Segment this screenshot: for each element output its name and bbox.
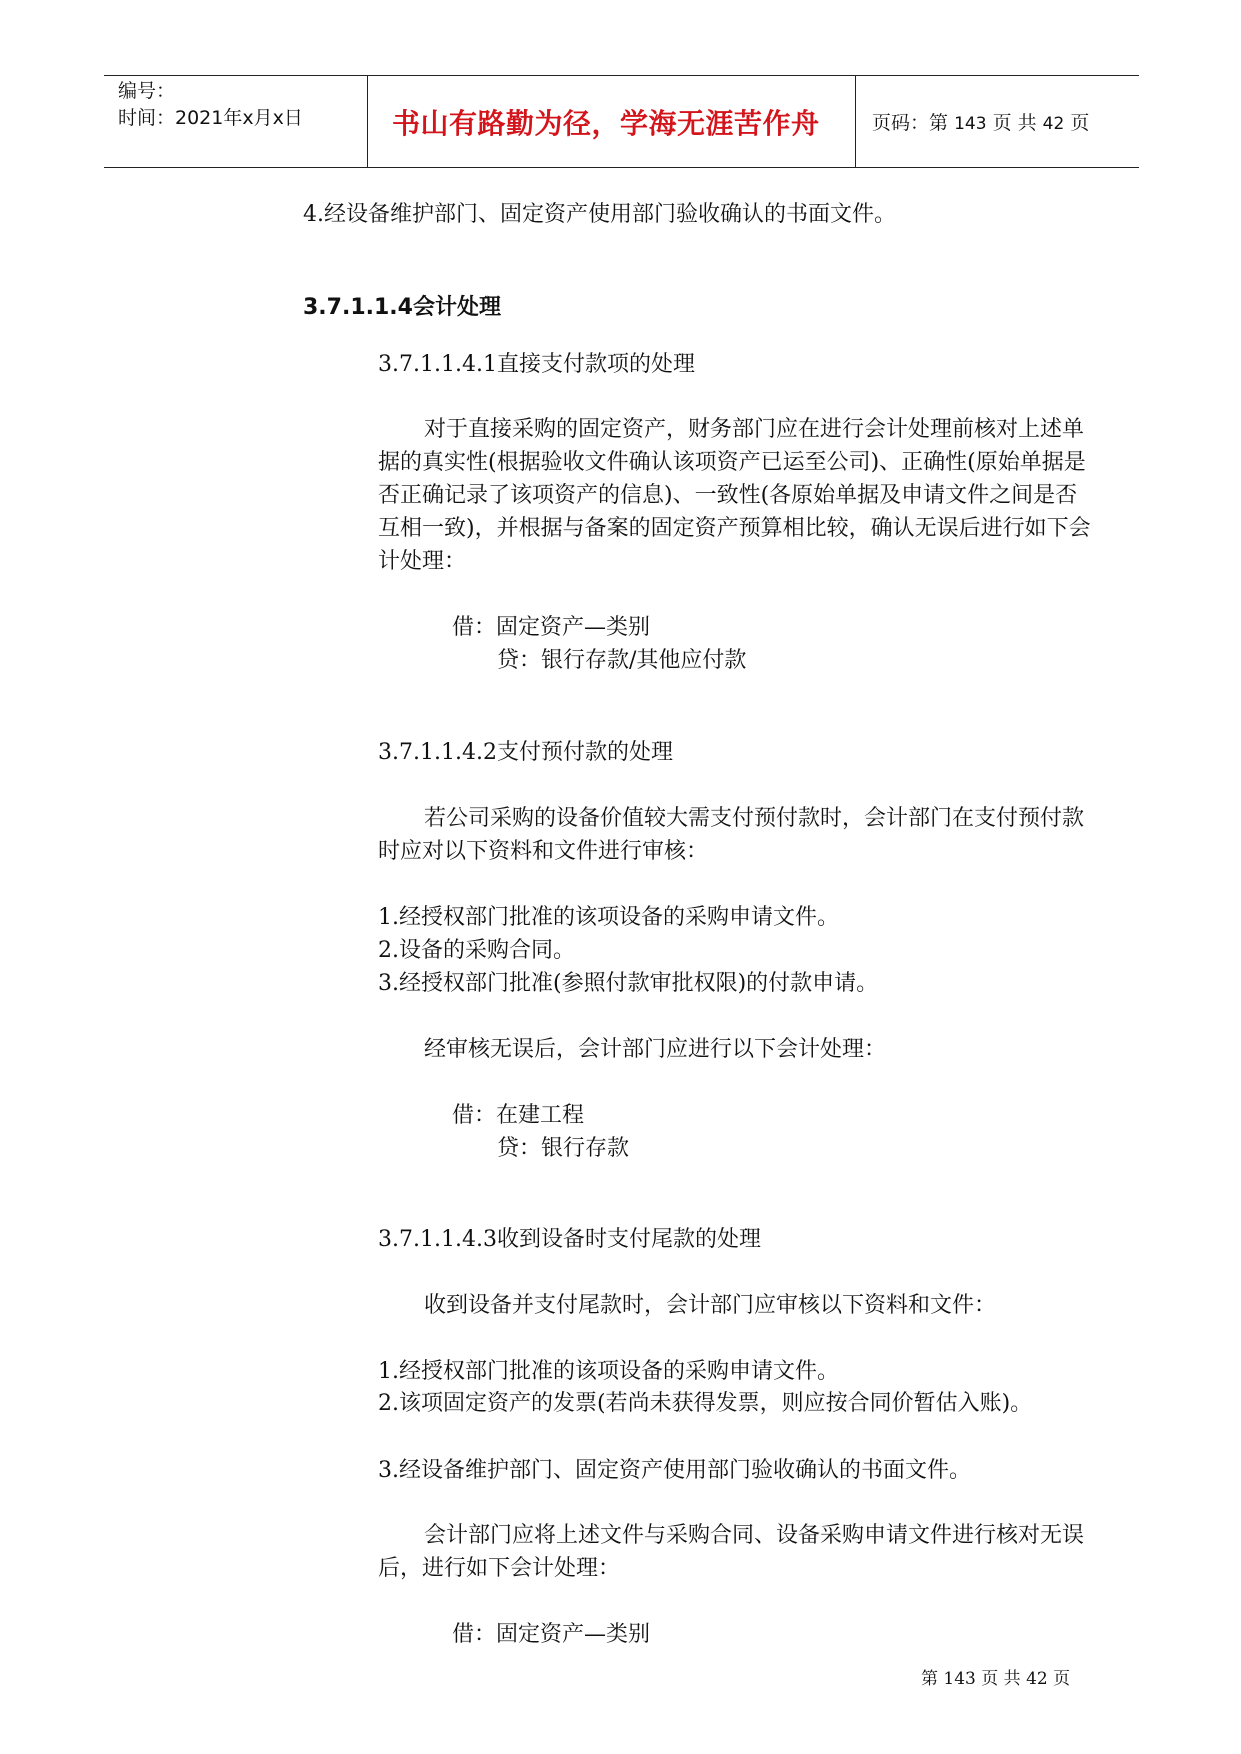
paragraph-text: 若公司采购的设备价值较大需支付预付款时，会计部门在支付预付款时应对以下资料和文件进行审核： bbox=[378, 806, 1085, 864]
journal-credit: 贷：银行存款 bbox=[497, 1136, 630, 1161]
list-item: 1.经授权部门批准的该项设备的采购申请文件。 bbox=[378, 905, 839, 930]
page-footer: 第 143 页 共 42 页 bbox=[921, 1669, 1071, 1689]
list-item-text: 2.该项固定资产的发票(若尚未获得发票，则应按合同价暂估入账)。 bbox=[378, 1391, 1033, 1416]
header-top-rule bbox=[104, 75, 1139, 76]
paragraph-text: 会计部门应将上述文件与采购合同、设备采购申请文件进行核对无误后，进行如下会计处理： bbox=[378, 1523, 1085, 1581]
paragraph bbox=[378, 1519, 1098, 1585]
subsection-title: 3.7.1.1.4.2支付预付款的处理 bbox=[378, 740, 673, 765]
header-bottom-rule bbox=[104, 167, 1139, 168]
page-suffix: 页 bbox=[1070, 112, 1090, 134]
page-prefix: 页码：第 bbox=[872, 112, 949, 134]
paragraph: 收到设备并支付尾款时，会计部门应审核以下资料和文件： bbox=[424, 1293, 997, 1318]
page-current: 143 bbox=[954, 114, 987, 134]
paragraph-text: 对于直接采购的固定资产，财务部门应在进行会计处理前核对上述单据的真实性(根据验收文件确认该项资产已运至公司)、正确性(原始单据是否正确记录了该项资产的信息)、一致性(各原始单据及申请文件之间是否互相一致)，并根据与备案的固定资产预算相比较，确认无误后进行如下会计处理： bbox=[378, 417, 1091, 574]
serial-number-label: 编号： bbox=[118, 80, 176, 102]
list-item: 3.经设备维护部门、固定资产使用部门验收确认的书面文件。 bbox=[378, 1458, 971, 1483]
header-divider-left bbox=[367, 75, 368, 168]
page-total: 42 bbox=[1042, 114, 1065, 134]
date-label: 时间：2021年x月x日 bbox=[118, 107, 303, 129]
list-item bbox=[378, 1387, 1098, 1420]
paragraph bbox=[378, 802, 1098, 868]
header-meta bbox=[118, 78, 303, 132]
header-page-info bbox=[872, 108, 1089, 135]
header-divider-right bbox=[855, 75, 856, 168]
journal-debit: 借：在建工程 bbox=[452, 1103, 585, 1128]
subsection-title: 3.7.1.1.4.1直接支付款项的处理 bbox=[378, 352, 695, 377]
list-item: 2.设备的采购合同。 bbox=[378, 938, 575, 963]
paragraph: 经审核无误后，会计部门应进行以下会计处理： bbox=[424, 1037, 887, 1062]
list-item: 4.经设备维护部门、固定资产使用部门验收确认的书面文件。 bbox=[303, 202, 896, 227]
journal-debit: 借：固定资产—类别 bbox=[452, 1622, 651, 1647]
section-heading: 3.7.1.1.4会计处理 bbox=[303, 295, 501, 320]
journal-credit: 贷：银行存款/其他应付款 bbox=[497, 648, 747, 673]
page-mid: 页 共 bbox=[992, 112, 1037, 134]
header-motto: 书山有路勤为径，学海无涯苦作舟 bbox=[392, 107, 820, 140]
list-item: 3.经授权部门批准(参照付款审批权限)的付款申请。 bbox=[378, 971, 879, 996]
list-item: 1.经授权部门批准的该项设备的采购申请文件。 bbox=[378, 1359, 839, 1384]
paragraph bbox=[378, 413, 1098, 578]
journal-debit: 借：固定资产—类别 bbox=[452, 615, 651, 640]
subsection-title: 3.7.1.1.4.3收到设备时支付尾款的处理 bbox=[378, 1227, 761, 1252]
